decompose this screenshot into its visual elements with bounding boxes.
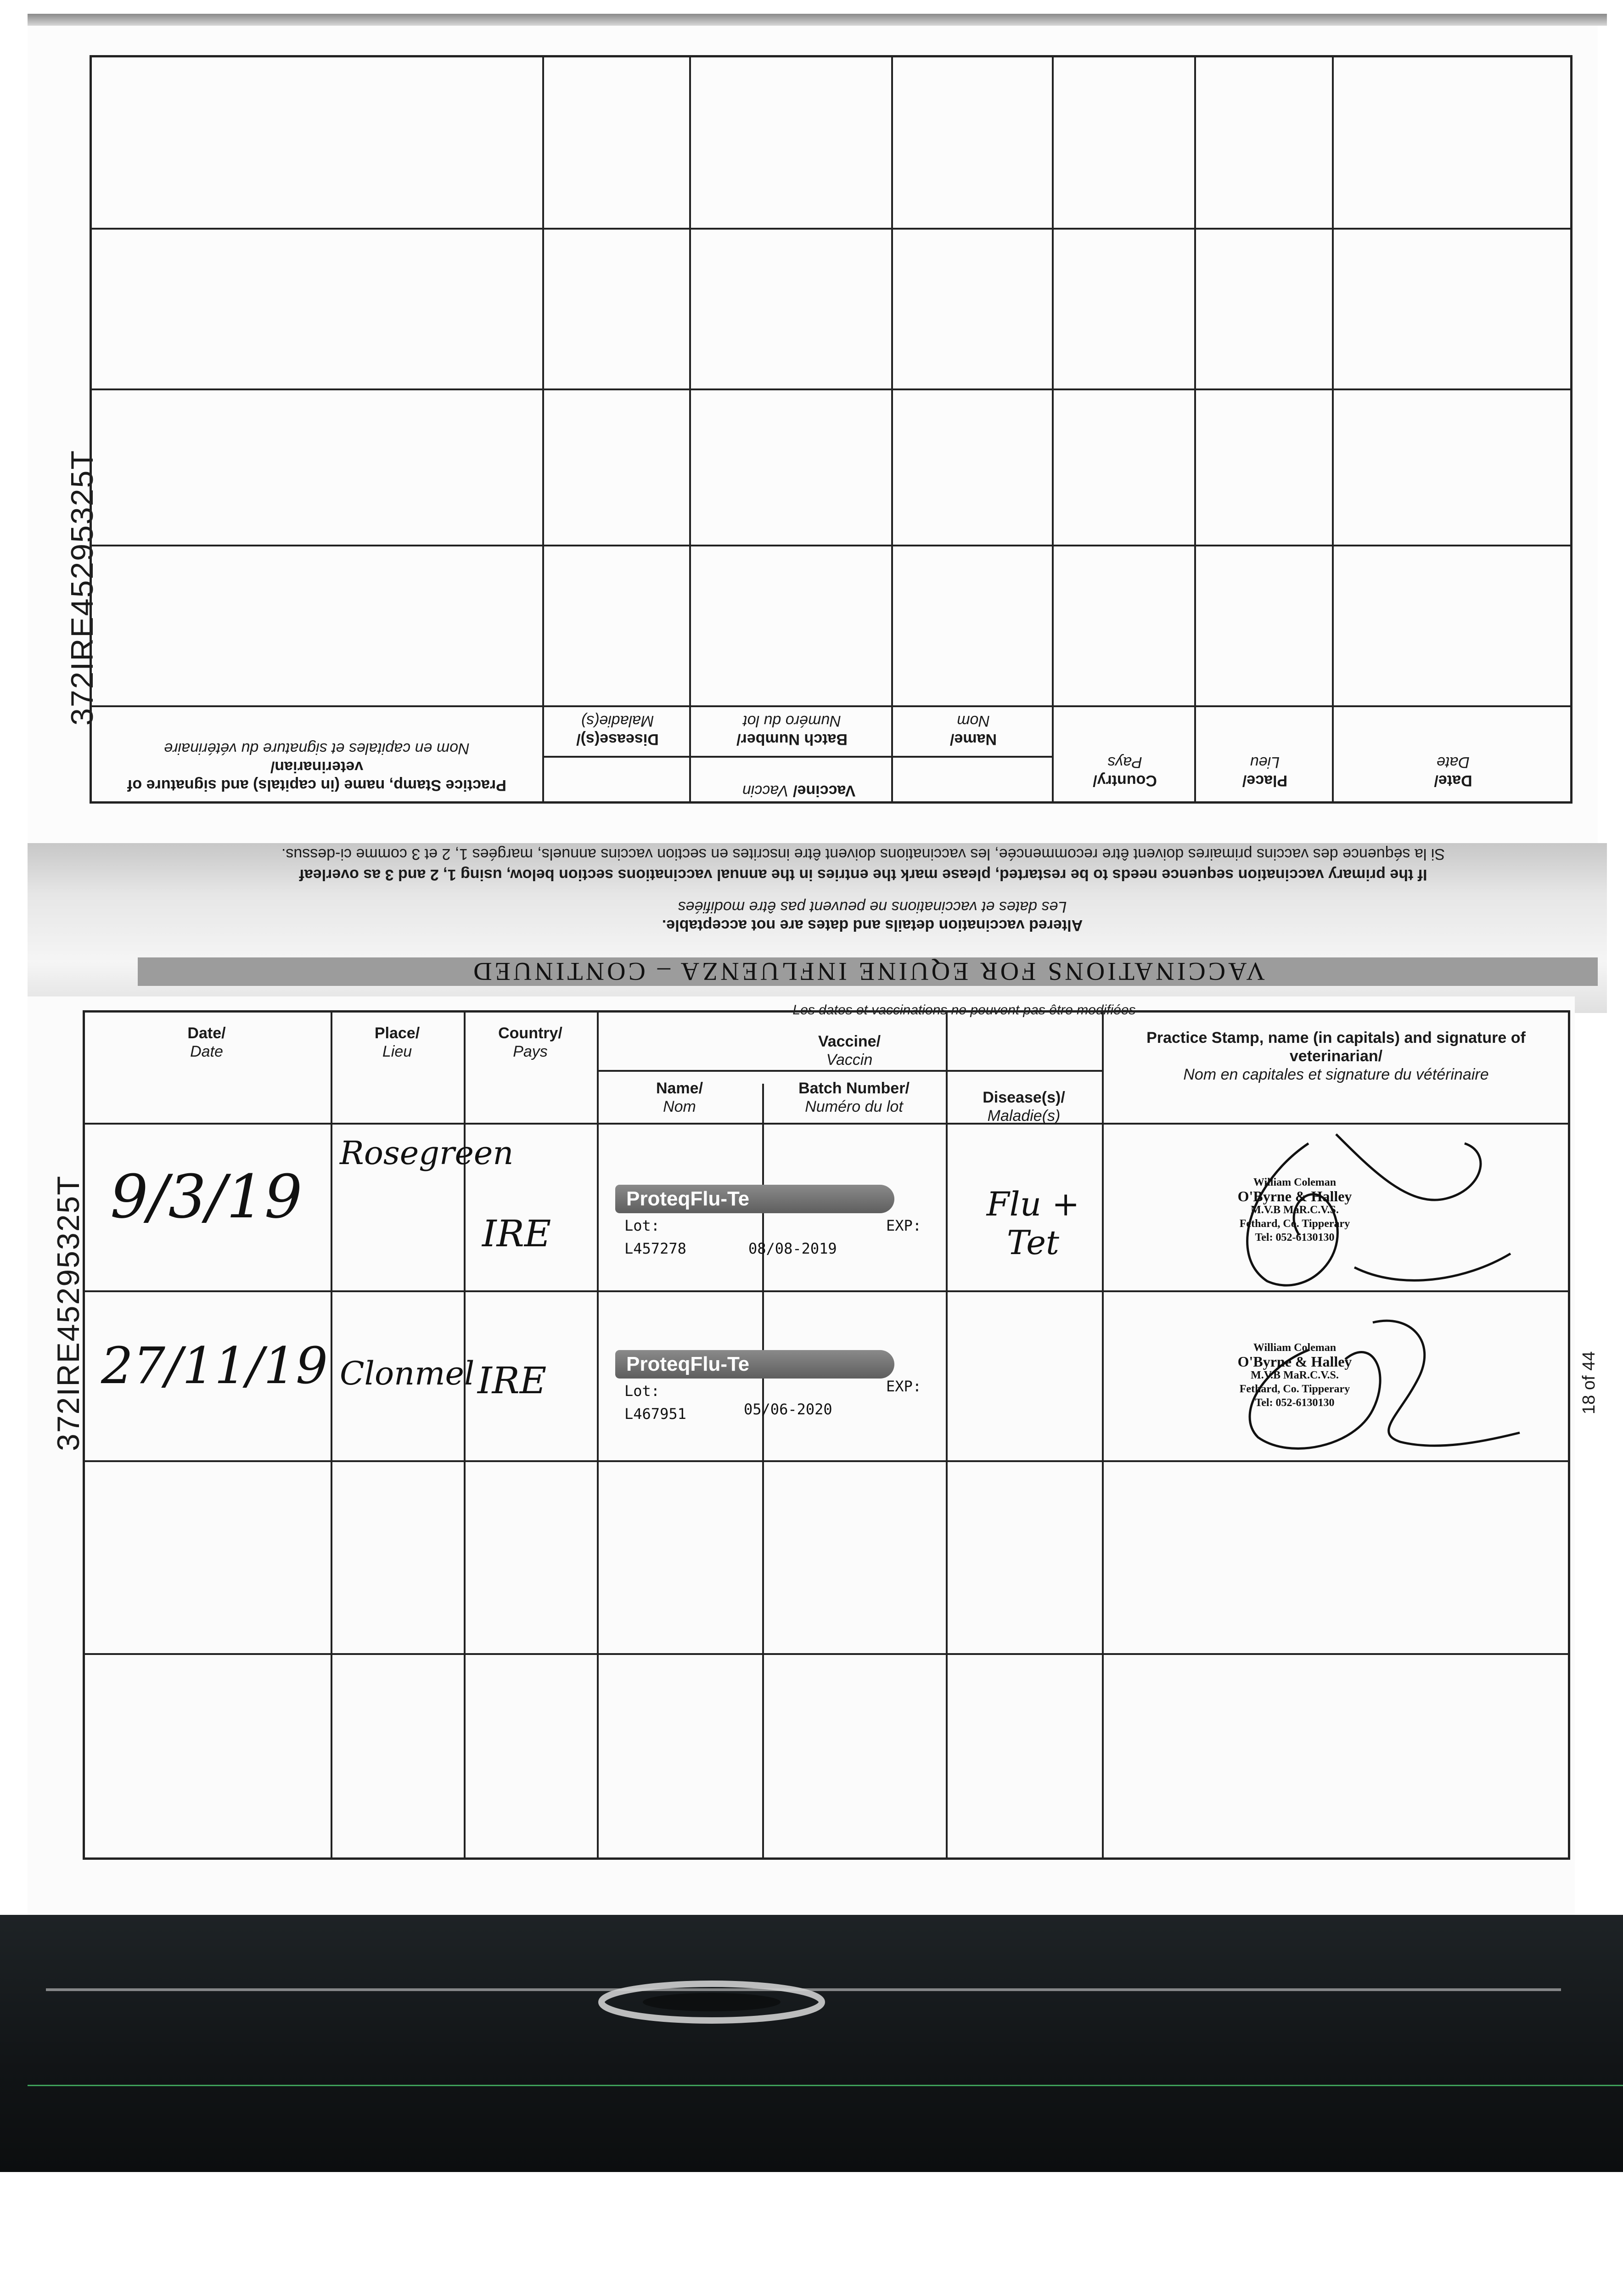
entry-1-vaccine-label: ProteqFlu-Te bbox=[615, 1185, 894, 1213]
name-header: Name/ Nom bbox=[656, 1080, 703, 1115]
lower-altered-fr: Les dates et vaccinations ne peuvent pas être modifiées bbox=[792, 1002, 1136, 1018]
place-header: Place/ Lieu bbox=[374, 1024, 420, 1060]
cover-edge-highlight bbox=[46, 1988, 1561, 1991]
entry-1-practice-stamp: William Coleman O'Byrne & Halley M.V.B MaR.C.V.S. Fethard, Co. Tipperary Tel: 052-6130130 bbox=[1237, 1176, 1352, 1244]
entry-2-practice-stamp: William Coleman O'Byrne & Halley M.V.B MaR.C.V.S. Fethard, Co. Tipperary Tel: 052-6130130 bbox=[1237, 1342, 1352, 1409]
lower-vaccination-table bbox=[83, 1010, 1570, 1860]
entry-1-lot-number: L457278 bbox=[624, 1240, 686, 1257]
upper-stamp-header: Practice Stamp, name (in capitals) and signature of veterinarian/ Nom en capitales et signature du vétérinaire bbox=[127, 740, 506, 794]
upper-vaccine-header: Vaccine/ Vaccin bbox=[742, 782, 856, 799]
vaccine-header: Vaccine/ Vaccin bbox=[818, 1033, 881, 1069]
book-cover bbox=[0, 1915, 1623, 2172]
disease-header: Disease(s)/ Maladie(s) bbox=[983, 1089, 1065, 1125]
entry-2-vaccine-label: ProteqFlu-Te bbox=[615, 1350, 894, 1379]
scan-edge bbox=[28, 14, 1607, 26]
upper-vaccination-table bbox=[90, 55, 1572, 804]
upper-altered-fr: Les dates et vaccinations ne peuvent pas être modifiées bbox=[678, 898, 1067, 916]
entry-1-country: IRE bbox=[482, 1212, 551, 1255]
document-id-lower: 372IRE45295325T bbox=[51, 1175, 86, 1451]
section-title: VACCINATIONS FOR EQUINE INFLUENZA – CONTINUED bbox=[471, 957, 1265, 985]
upper-altered-en: Altered vaccination details and dates are not acceptable. bbox=[662, 917, 1083, 934]
batch-header: Batch Number/ Numéro du lot bbox=[798, 1080, 910, 1115]
upper-batch-header: Batch Number/ Numéro du lot bbox=[736, 712, 848, 748]
entry-1-exp-date: 08/08-2019 bbox=[748, 1240, 837, 1257]
entry-2-place: Clonmel bbox=[340, 1355, 475, 1392]
entry-1-signature-icon bbox=[1116, 1116, 1529, 1300]
entry-2-lot-number: L467951 bbox=[624, 1405, 686, 1423]
upper-disease-header: Disease(s)/ Maladie(s) bbox=[576, 712, 659, 748]
upper-name-header: Name/ Nom bbox=[949, 712, 997, 748]
document-id-upper: 372IRE45295325T bbox=[65, 450, 100, 726]
stamp-header: Practice Stamp, name (in capitals) and signature of veterinarian/ Nom en capitales et signature du vétérinaire bbox=[1146, 1029, 1526, 1083]
scan-line bbox=[28, 2085, 1623, 2086]
entry-2-signature-icon bbox=[1116, 1295, 1529, 1460]
entry-1-date: 9/3/19 bbox=[110, 1162, 303, 1232]
entry-2-exp-label: EXP: bbox=[886, 1378, 922, 1395]
binding-hole-icon bbox=[574, 1965, 849, 2039]
page-number: 18 of 44 bbox=[1579, 1351, 1599, 1414]
entry-1-disease: Flu + Tet bbox=[986, 1185, 1080, 1262]
upper-sequence-fr: Si la séquence des vaccins primaires doivent être recommencée, les vaccinations doivent être inscrites en section vaccins annuels, margées 1, 2 et 3 comme ci-dessus. bbox=[281, 845, 1445, 863]
upper-place-header: Place/ Lieu bbox=[1242, 754, 1288, 789]
section-title-band bbox=[138, 957, 1598, 986]
date-header: Date/ Date bbox=[187, 1024, 226, 1060]
country-header: Country/ Pays bbox=[498, 1024, 562, 1060]
entry-2-lot-label: Lot: bbox=[624, 1382, 660, 1400]
entry-2-country: IRE bbox=[477, 1359, 547, 1402]
entry-1-lot-label: Lot: bbox=[624, 1217, 660, 1234]
entry-2-exp-date: 05/06-2020 bbox=[744, 1401, 832, 1418]
entry-1-place: Rosegreen bbox=[340, 1134, 514, 1172]
upper-sequence-en: If the primary vaccination sequence needs to be restarted, please mark the entries in the annual vaccinations section below, using 1, 2 and 3 as overleaf bbox=[299, 866, 1427, 884]
entry-2-date: 27/11/19 bbox=[101, 1336, 328, 1395]
upper-date-header: Date/ Date bbox=[1434, 754, 1472, 789]
entry-1-exp-label: EXP: bbox=[886, 1217, 922, 1234]
scan-margin bbox=[0, 2172, 1623, 2296]
upper-country-header: Country/ Pays bbox=[1093, 754, 1157, 789]
